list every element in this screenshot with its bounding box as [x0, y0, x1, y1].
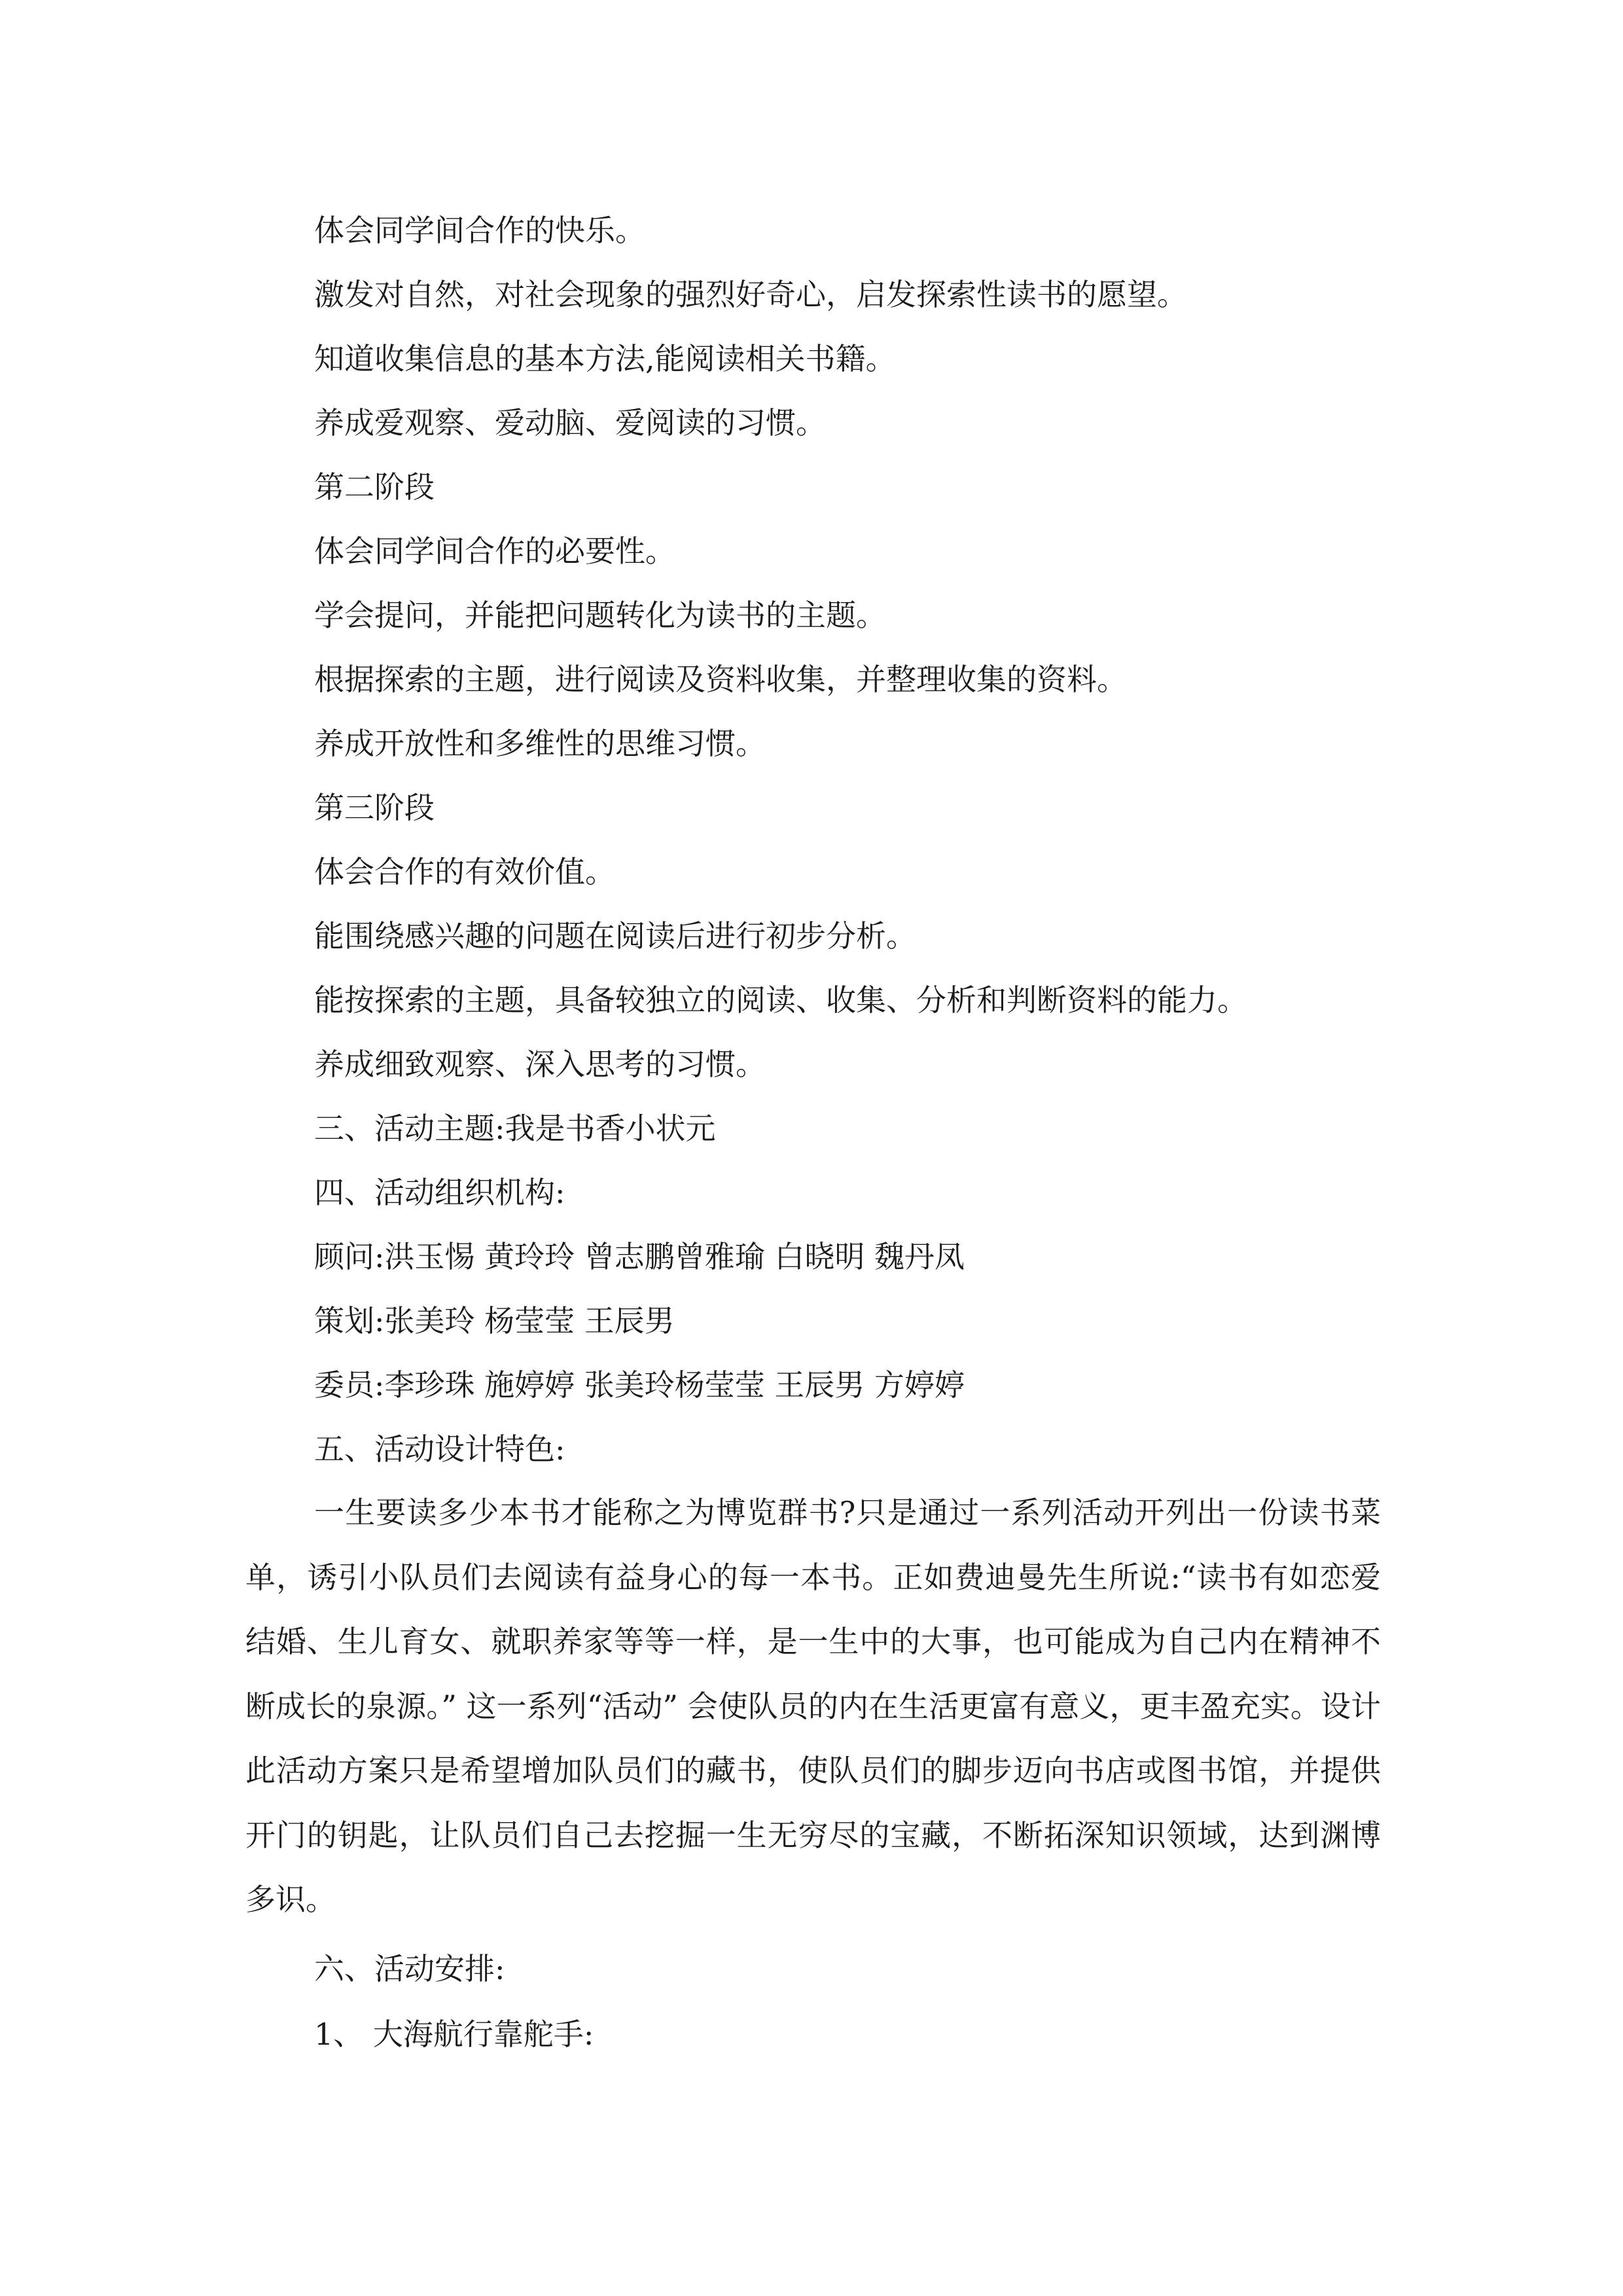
section-6-heading: 六、活动安排:: [314, 1951, 505, 1986]
section-5-heading: 五、活动设计特色:: [314, 1431, 565, 1467]
section-3-theme: 三、活动主题:我是书香小状元: [314, 1111, 716, 1146]
stage2-heading: 第二阶段: [314, 469, 435, 505]
stage3-item-4: 养成细致观察、深入思考的习惯。: [314, 1047, 766, 1082]
stage2-item-3: 根据探索的主题，进行阅读及资料收集，并整理收集的资料。: [314, 662, 1127, 697]
stage2-item-2: 学会提问，并能把问题转化为读书的主题。: [314, 598, 886, 633]
stage1-item-2: 激发对自然，对社会现象的强烈好奇心，启发探索性读书的愿望。: [314, 277, 1187, 312]
stage1-item-3: 知道收集信息的基本方法,能阅读相关书籍。: [314, 341, 896, 376]
stage1-item-1: 体会同学间合作的快乐。: [314, 213, 645, 248]
stage3-heading: 第三阶段: [314, 790, 435, 825]
planners-line: 策划:张美玲 杨莹莹 王辰男: [314, 1303, 675, 1338]
section-4-heading: 四、活动组织机构:: [314, 1175, 565, 1210]
advisors-line: 顾问:洪玉惕 黄玲玲 曾志鹏曾雅瑜 白晓明 魏丹凤: [314, 1239, 965, 1274]
stage1-item-4: 养成爱观察、爱动脑、爱阅读的习惯。: [314, 405, 826, 440]
stage2-item-1: 体会同学间合作的必要性。: [314, 533, 675, 569]
stage3-item-3: 能按探索的主题，具备较独立的阅读、收集、分析和判断资料的能力。: [314, 982, 1247, 1018]
stage3-item-2: 能围绕感兴趣的问题在阅读后进行初步分析。: [314, 918, 916, 954]
section-5-paragraph: 一生要读多少本书才能称之为博览群书?只是通过一系列活动开列出一份读书菜单，诱引小队员们去阅读有益身心的每一本书。正如费迪曼先生所说:“读书有如恋爱结婚、生儿育女、就职养家等等一样，是一生中的大事，也可能成为自己内在精神不断成长的泉源。” 这一系列“活动” 会使队员的内在生活更富有意义，更丰盈充实。设计此活动方案只是希望增加队员们的藏书，使队员们的脚步迈向书店或图书馆，并提供开门的钥匙，让队员们自己去挖掘一生无穷尽的宝藏，不断拓深知识领域，达到渊博多识。: [245, 1495, 1381, 1917]
arrangement-item-1: 1、 大海航行靠舵手:: [314, 2017, 594, 2052]
members-line: 委员:李珍珠 施婷婷 张美玲杨莹莹 王辰男 方婷婷: [314, 1367, 965, 1403]
stage3-item-1: 体会合作的有效价值。: [314, 854, 615, 889]
stage2-item-4: 养成开放性和多维性的思维习惯。: [314, 726, 766, 761]
